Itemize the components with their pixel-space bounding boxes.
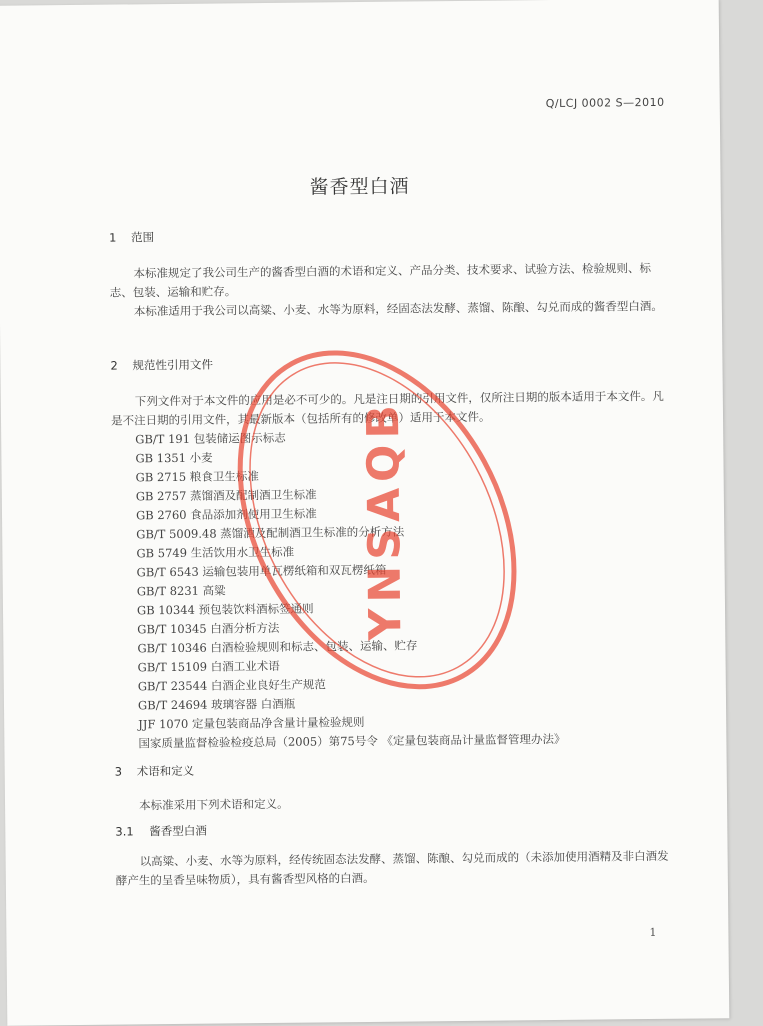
paragraph: 本标准适用于我公司以高粱、小麦、水等为原料，经固态法发酵、蒸馏、陈酿、勾兑而成的酱香型白酒。 — [133, 298, 663, 319]
section-2 — [110, 351, 670, 754]
reference-item: GB 2757 蒸馏酒及配制酒卫生标准 — [135, 487, 317, 504]
section-title: 规范性引用文件 — [132, 357, 214, 373]
section-number: 3 — [114, 764, 123, 779]
standard-code: Q/LCJ 0002 S—2010 — [545, 95, 665, 111]
section-title: 术语和定义 — [136, 763, 195, 779]
page-number: 1 — [649, 925, 657, 940]
reference-item: GB 5749 生活饮用水卫生标准 — [136, 544, 295, 561]
reference-item: GB 1351 小麦 — [135, 450, 213, 466]
seal-latin-text: YNSAQB — [357, 398, 412, 641]
reference-item: GB/T 5009.48 蒸馏酒及配制酒卫生标准的分析方法 — [136, 524, 405, 542]
reference-item: GB 2715 粮食卫生标准 — [135, 469, 259, 485]
reference-item: GB/T 23544 白酒企业良好生产规范 — [137, 677, 326, 694]
section-1 — [109, 223, 666, 322]
paragraph: 本标准采用下列术语和定义。 — [138, 796, 289, 813]
reference-item: GB/T 8231 高粱 — [136, 583, 226, 599]
reference-item: GB/T 10346 白酒检验规则和标志、包装、运输、贮存 — [137, 638, 418, 656]
reference-item: GB/T 191 包装储运图示标志 — [135, 430, 286, 447]
section-number: 1 — [109, 230, 117, 245]
subsection-title: 酱香型白酒 — [149, 823, 207, 839]
reference-item: GB/T 24694 玻璃容器 白酒瓶 — [137, 696, 296, 713]
reference-item: GB 2760 食品添加剂使用卫生标准 — [135, 506, 317, 523]
subsection-number: 3.1 — [115, 824, 134, 839]
reference-item: 国家质量监督检验检疫总局（2005）第75号令 《定量包装商品计量监督管理办法》 — [138, 731, 566, 751]
paragraph: 本标准规定了我公司生产的酱香型白酒的术语和定义、产品分类、技术要求、试验方法、检验规则、标志、包装、运输和贮存。 — [109, 260, 652, 300]
paragraph: 下列文件对于本文件的应用是必不可少的。凡是注日期的引用文件，仅所注日期的版本适用于本文件。凡是不注日期的引用文件，其最新版本（包括所有的修改单）适用于本文件。 — [110, 388, 664, 428]
reference-item: GB/T 10345 白酒分析方法 — [137, 620, 280, 637]
reference-item: JJF 1070 定量包装商品净含量计量检验规则 — [138, 714, 365, 732]
paragraph: 以高粱、小麦、水等为原料，经传统固态法发酵、蒸馏、陈酿、勾兑而成的（未添加使用酒精及非白酒发酵产生的呈香呈味物质），具有酱香型风格的白酒。 — [115, 848, 669, 888]
reference-item: GB 10344 预包装饮料酒标签通则 — [136, 601, 314, 618]
section-3 — [115, 757, 672, 891]
section-title: 范围 — [131, 230, 155, 245]
section-number: 2 — [110, 358, 118, 373]
reference-item: GB/T 15109 白酒工业术语 — [137, 658, 280, 675]
reference-item: GB/T 6543 运输包装用单瓦楞纸箱和双瓦楞纸箱 — [136, 562, 387, 580]
document-title: 酱香型白酒 — [309, 175, 410, 199]
